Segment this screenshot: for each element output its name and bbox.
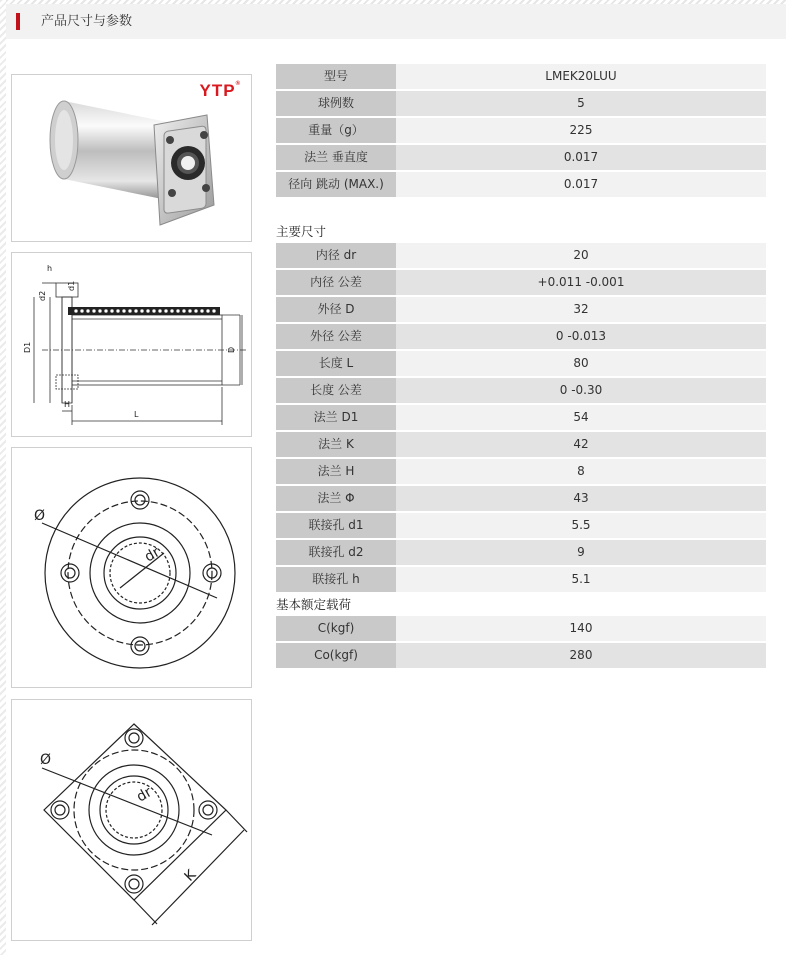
row-key: 内径 公差 — [276, 270, 396, 295]
table-row — [276, 432, 766, 457]
row-key: C(kgf) — [276, 616, 396, 641]
square-flange-drawing — [12, 700, 251, 940]
table-row — [276, 378, 766, 403]
table-row — [276, 172, 766, 197]
main-dims-label: 主要尺寸 — [276, 224, 327, 239]
row-key: 联接孔 d2 — [276, 540, 396, 565]
load-rating-table — [276, 616, 766, 670]
label-L: L — [134, 410, 139, 419]
side-section-drawing-panel — [11, 252, 252, 437]
page-border-pattern — [0, 0, 6, 955]
row-key: 型号 — [276, 64, 396, 89]
row-key: 球例数 — [276, 91, 396, 116]
table-row — [276, 297, 766, 322]
row-key: 外径 D — [276, 297, 396, 322]
row-value: 80 — [396, 351, 766, 376]
row-key: 联接孔 d1 — [276, 513, 396, 538]
row-key: 重量（g） — [276, 118, 396, 143]
square-flange-drawing-panel — [11, 699, 252, 941]
label-d1: d1 — [67, 280, 76, 291]
row-value: 54 — [396, 405, 766, 430]
row-value: 5.1 — [396, 567, 766, 592]
row-key: 法兰 H — [276, 459, 396, 484]
row-key: 联接孔 h — [276, 567, 396, 592]
label-dr: dr — [142, 544, 163, 566]
round-flange-drawing-panel — [11, 447, 252, 688]
row-value: 0 -0.013 — [396, 324, 766, 349]
section-header — [6, 4, 786, 39]
label-K: K — [181, 867, 200, 885]
row-key: 法兰 Φ — [276, 486, 396, 511]
load-rating-label: 基本额定载荷 — [276, 597, 352, 612]
row-value: 5.5 — [396, 513, 766, 538]
table-row — [276, 64, 766, 89]
row-value: 8 — [396, 459, 766, 484]
row-value: 0.017 — [396, 145, 766, 170]
label-phi-square: Ø — [40, 752, 52, 768]
round-flange-drawing — [12, 448, 251, 687]
table-row — [276, 405, 766, 430]
table-row — [276, 351, 766, 376]
label-H: H — [64, 400, 71, 409]
table-row — [276, 513, 766, 538]
product-photo-panel — [11, 74, 252, 242]
row-value: 42 — [396, 432, 766, 457]
row-value: 280 — [396, 643, 766, 668]
row-value: 5 — [396, 91, 766, 116]
table-row — [276, 91, 766, 116]
row-key: 法兰 K — [276, 432, 396, 457]
row-value: 43 — [396, 486, 766, 511]
label-D: D — [227, 346, 236, 353]
row-value: +0.011 -0.001 — [396, 270, 766, 295]
row-value: 32 — [396, 297, 766, 322]
header-accent-bar — [16, 13, 20, 30]
table-row — [276, 243, 766, 268]
row-value: 0 -0.30 — [396, 378, 766, 403]
row-value: 140 — [396, 616, 766, 641]
row-key: 法兰 垂直度 — [276, 145, 396, 170]
label-d2: d2 — [38, 290, 47, 301]
table-row — [276, 540, 766, 565]
row-key: 外径 公差 — [276, 324, 396, 349]
section-title: 产品尺寸与参数 — [41, 14, 133, 29]
row-value: 9 — [396, 540, 766, 565]
row-key: Co(kgf) — [276, 643, 396, 668]
row-value: 0.017 — [396, 172, 766, 197]
table-row — [276, 459, 766, 484]
table-row — [276, 118, 766, 143]
row-key: 长度 L — [276, 351, 396, 376]
row-value: LMEK20LUU — [396, 64, 766, 89]
table-row — [276, 567, 766, 592]
table-row — [276, 616, 766, 641]
label-D1: D1 — [23, 341, 32, 353]
table-row — [276, 486, 766, 511]
label-dr-square: dr — [134, 784, 155, 806]
brand-logo: YTP® — [199, 81, 241, 100]
table-row — [276, 643, 766, 668]
label-phi: Ø — [34, 508, 46, 524]
row-key: 法兰 D1 — [276, 405, 396, 430]
row-value: 225 — [396, 118, 766, 143]
table-row — [276, 145, 766, 170]
row-value: 20 — [396, 243, 766, 268]
row-key: 径向 跳动 (MAX.) — [276, 172, 396, 197]
side-section-drawing — [12, 253, 251, 436]
label-h: h — [47, 264, 53, 273]
row-key: 内径 dr — [276, 243, 396, 268]
row-key: 长度 公差 — [276, 378, 396, 403]
table-row — [276, 270, 766, 295]
table-row — [276, 324, 766, 349]
main-dimensions-table — [276, 243, 766, 594]
basic-info-table — [276, 64, 766, 199]
